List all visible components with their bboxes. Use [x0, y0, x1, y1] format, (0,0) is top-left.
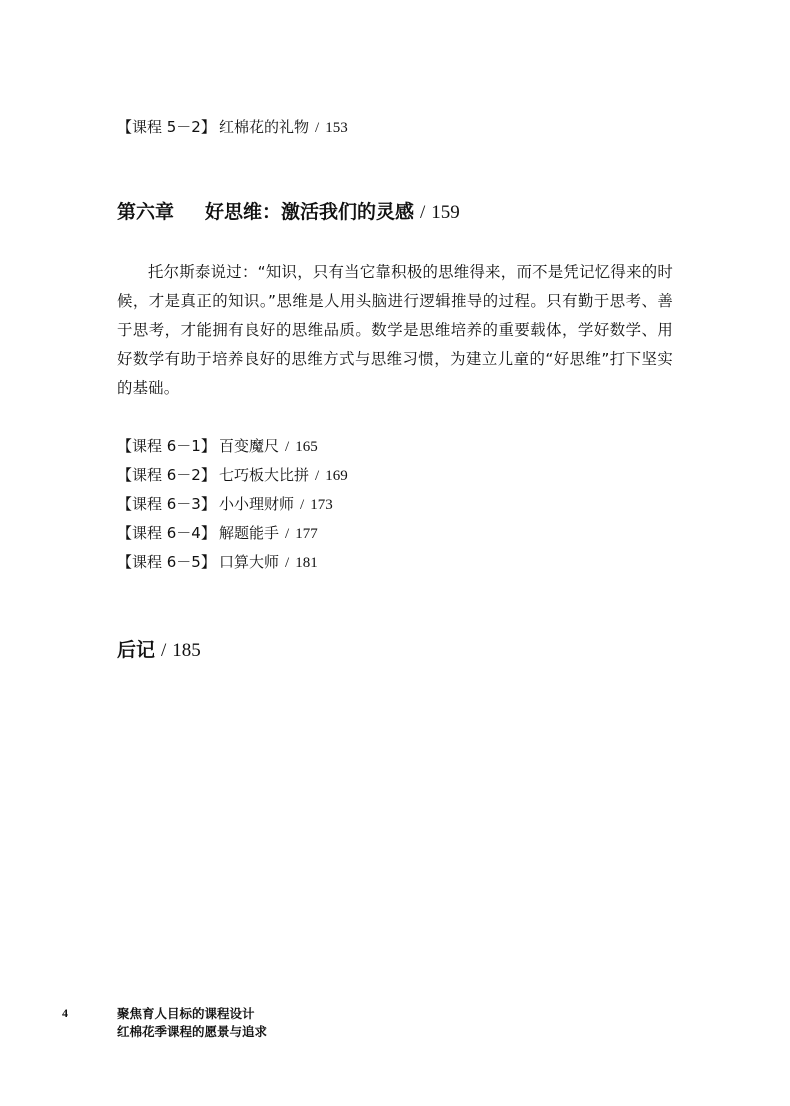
page-number: 181: [295, 555, 318, 571]
separator: /: [285, 439, 290, 455]
footer-book-title: 聚焦育人目标的课程设计: [117, 1006, 255, 1021]
separator: /: [300, 497, 305, 513]
lesson-title: 小小理财师: [219, 495, 295, 513]
lesson-title: 口算大师: [219, 553, 280, 571]
lesson-code: 【课程 6－5】: [117, 553, 216, 571]
lesson-title: 七巧板大比拼: [219, 466, 310, 484]
toc-entry-lesson-5-2[interactable]: [117, 117, 348, 138]
chapter-intro-paragraph: 托尔斯泰说过：“知识，只有当它靠积极的思维得来，而不是凭记忆得来的时候，才是真正的知识。”思维是人用头脑进行逻辑推导的过程。只有勤于思考、善于思考，才能拥有良好的思维品质。数学是思维培养的重要载体，学好数学、用好数学有助于培养良好的思维方式与思维习惯，为建立儿童的“好思维”打下坚实的基础。: [117, 263, 673, 397]
afterword-title: 后记: [117, 639, 156, 661]
lesson-title: 百变魔尺: [219, 437, 280, 455]
chapter-6-heading[interactable]: [117, 199, 460, 226]
lesson-code: 【课程 6－3】: [117, 495, 216, 513]
chapter-title: 好思维：激活我们的灵感: [205, 201, 415, 223]
separator: /: [315, 468, 320, 484]
lesson-title: 解题能手: [219, 524, 280, 542]
lesson-code: 【课程 6－1】: [117, 437, 216, 455]
afterword-heading[interactable]: [117, 637, 201, 664]
lesson-code: 【课程 6－2】: [117, 466, 216, 484]
footer-page-number: 4: [62, 1006, 68, 1020]
separator: /: [315, 120, 320, 136]
page-number: 173: [310, 497, 333, 513]
page-number: 177: [295, 526, 318, 542]
separator: /: [285, 555, 290, 571]
page-number: 159: [431, 202, 460, 223]
page-number: 185: [172, 640, 201, 661]
lesson-title: 红棉花的礼物: [219, 118, 310, 136]
separator: /: [420, 202, 426, 223]
toc-entry-lesson-6-1[interactable]: [117, 436, 318, 457]
toc-entry-lesson-6-5[interactable]: [117, 552, 318, 573]
footer-book-subtitle: 红棉花季课程的愿景与追求: [117, 1024, 268, 1039]
separator: /: [161, 640, 167, 661]
lesson-code: 【课程 5－2】: [117, 118, 216, 136]
toc-entry-lesson-6-3[interactable]: [117, 494, 333, 515]
separator: /: [285, 526, 290, 542]
footer-book-info: [117, 1005, 267, 1041]
toc-entry-lesson-6-2[interactable]: [117, 465, 348, 486]
lesson-code: 【课程 6－4】: [117, 524, 216, 542]
chapter-number: 第六章: [117, 201, 175, 223]
page-number: 153: [325, 120, 348, 136]
toc-entry-lesson-6-4[interactable]: [117, 523, 318, 544]
page-number: 169: [325, 468, 348, 484]
page-number: 165: [295, 439, 318, 455]
